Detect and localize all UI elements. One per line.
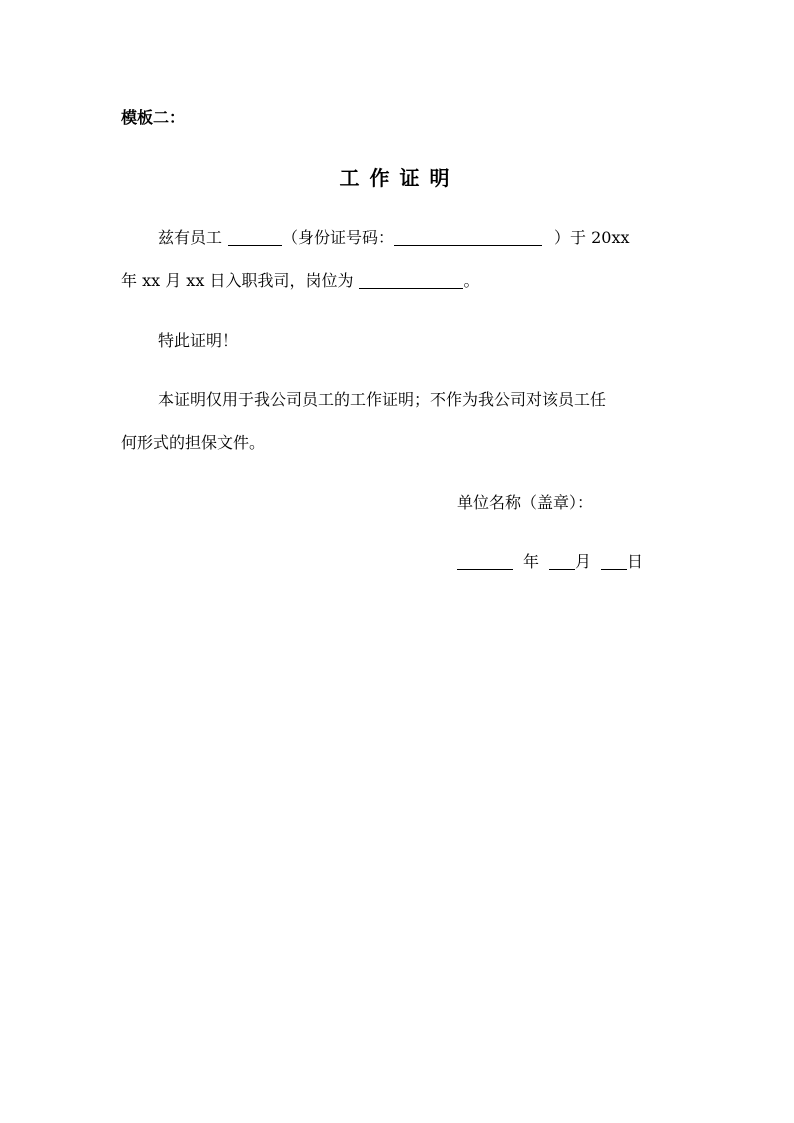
company-seal-label: 单位名称（盖章）： (457, 493, 594, 512)
position-blank[interactable] (359, 274, 463, 289)
date-line (457, 552, 643, 572)
month-label: 月 (575, 552, 592, 571)
paragraph-employee-line-1 (158, 228, 630, 248)
id-number-blank[interactable] (394, 231, 542, 246)
month-blank[interactable] (549, 555, 575, 570)
day-label: 日 (627, 552, 644, 571)
employee-lead-text: 兹有员工 (158, 228, 223, 247)
hire-date-text: 年 xx 月 xx 日入职我司，岗位为 (121, 271, 354, 290)
day-blank[interactable] (601, 555, 627, 570)
template-label: 模板二： (121, 108, 186, 127)
period-mark: 。 (463, 271, 480, 290)
employee-name-blank[interactable] (228, 231, 282, 246)
disclaimer-line-1: 本证明仅用于我公司员工的工作证明；不作为我公司对该员工任 (158, 390, 607, 409)
year-label: 年 (523, 552, 540, 571)
year-blank[interactable] (457, 555, 513, 570)
id-number-label: （身份证号码： (282, 228, 395, 247)
document-title: 工作证明 (339, 166, 460, 190)
id-close-and-year: ）于 20xx (554, 228, 630, 247)
certification-statement: 特此证明！ (158, 331, 239, 350)
disclaimer-line-2: 何形式的担保文件。 (121, 433, 266, 452)
paragraph-employee-line-2 (121, 271, 479, 291)
